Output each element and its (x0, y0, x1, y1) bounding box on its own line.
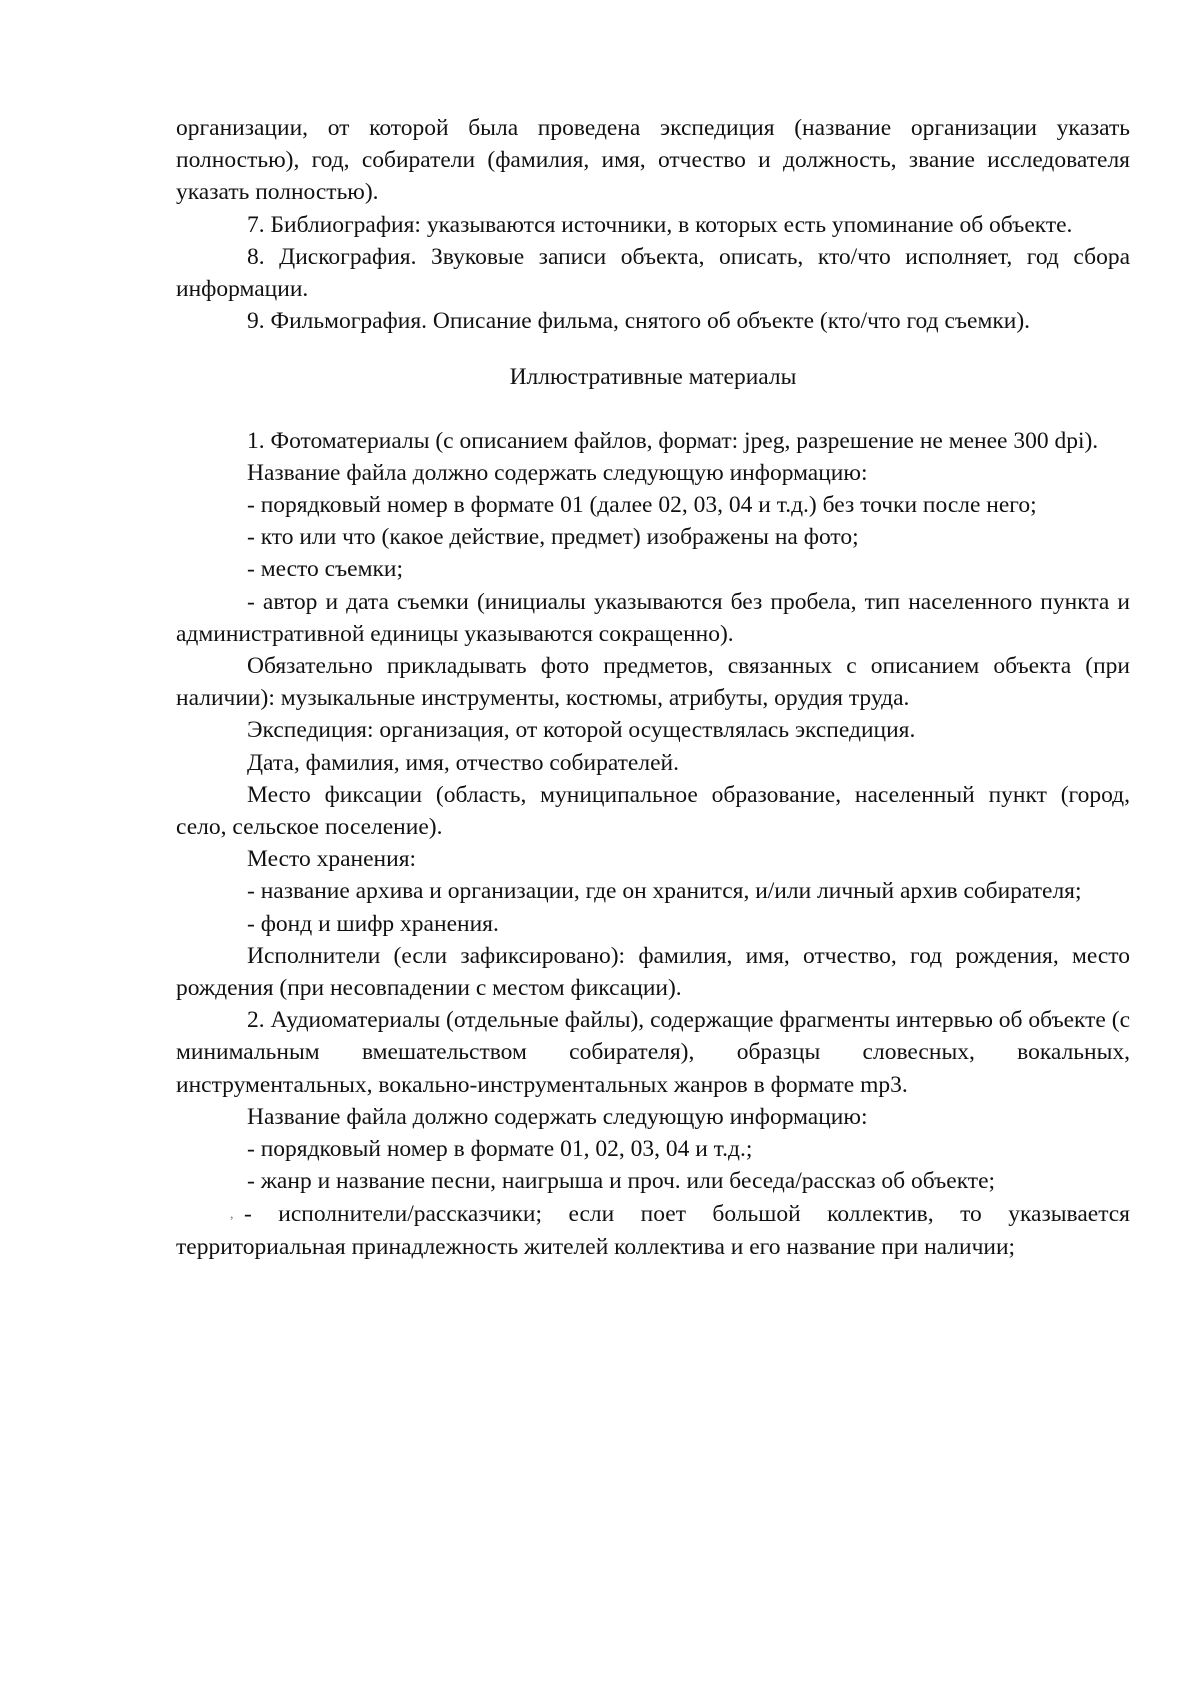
photo-bullet-author: - автор и дата съемки (инициалы указываются без пробела, тип населенного пункта и административной единицы указываются сокращенно). (176, 588, 1130, 647)
document-body (176, 112, 1130, 1263)
photo-performers: Исполнители (если зафиксировано): фамилия, имя, отчество, год рождения, место рождения (при несовпадении с местом фиксации). (176, 942, 1130, 1002)
photo-storage-intro: Место хранения: (247, 846, 417, 873)
photo-heading: 1. Фотоматериалы (с описанием файлов, формат: jpeg, разрешение не менее 300 dpi). (247, 427, 1099, 454)
photo-attach-note: Обязательно прикладывать фото предметов, связанных с описанием объекта (при наличии): музыкальные инструменты, костюмы, атрибуты, орудия труда. (176, 653, 1130, 712)
photo-place-fixation: Место фиксации (область, муниципальное образование, населенный пункт (город, село, сельское поселение). (176, 781, 1130, 841)
photo-expedition: Экспедиция: организация, от которой осуществлялась экспедиция. (247, 717, 916, 744)
audio-heading: 2. Аудиоматериалы (отдельные файлы), содержащие фрагменты интервью об объекте (с минимальным вмешательством собирателя), образцы словесных, вокальных, инструментальных, вокально-инструментальных жанров в формате mp3. (176, 1007, 1130, 1098)
photo-bullet-number: - порядковый номер в формате 01 (далее 02, 03, 04 и т.д.) без точки после него; (247, 492, 1037, 519)
stray-mark: , (230, 1207, 234, 1222)
audio-bullet-genre: - жанр и название песни, наигрыша и проч. или беседа/рассказ об объекте; (247, 1168, 996, 1195)
intro-paragraph: организации, от которой была проведена экспедиция (название организации указать полностью), год, собиратели (фамилия, имя, отчество и должность, звание исследователя указать полностью). (176, 115, 1130, 206)
section-title: Иллюстративные материалы (509, 364, 797, 391)
filmography-item: 9. Фильмография. Описание фильма, снятого об объекте (кто/что год съемки). (247, 308, 1031, 335)
bibliography-item: 7. Библиография: указываются источники, в которых есть упоминание об объекте. (247, 211, 1073, 238)
discography-item: 8. Дискография. Звуковые записи объекта, описать, кто/что исполняет, год сбора информации. (176, 243, 1130, 303)
audio-bullet-performers: - исполнители/рассказчики; если поет большой коллектив, то указывается территориальная принадлежность жителей коллектива и его название при наличии; (176, 1200, 1130, 1261)
photo-storage-fund: - фонд и шифр хранения. (247, 910, 499, 937)
photo-bullet-place: - место съемки; (247, 556, 404, 583)
photo-bullet-who: - кто или что (какое действие, предмет) изображены на фото; (247, 524, 859, 551)
audio-bullet-number: - порядковый номер в формате 01, 02, 03, 04 и т.д.; (247, 1136, 753, 1163)
audio-bullet-performers-paragraph (176, 1198, 1130, 1264)
photo-date-collectors: Дата, фамилия, имя, отчество собирателей. (247, 749, 679, 776)
photo-filename-intro: Название файла должно содержать следующую информацию: (247, 459, 868, 486)
audio-filename-intro: Название файла должно содержать следующую информацию: (247, 1103, 868, 1130)
photo-storage-archive: - название архива и организации, где он хранится, и/или личный архив собирателя; (247, 878, 1082, 905)
